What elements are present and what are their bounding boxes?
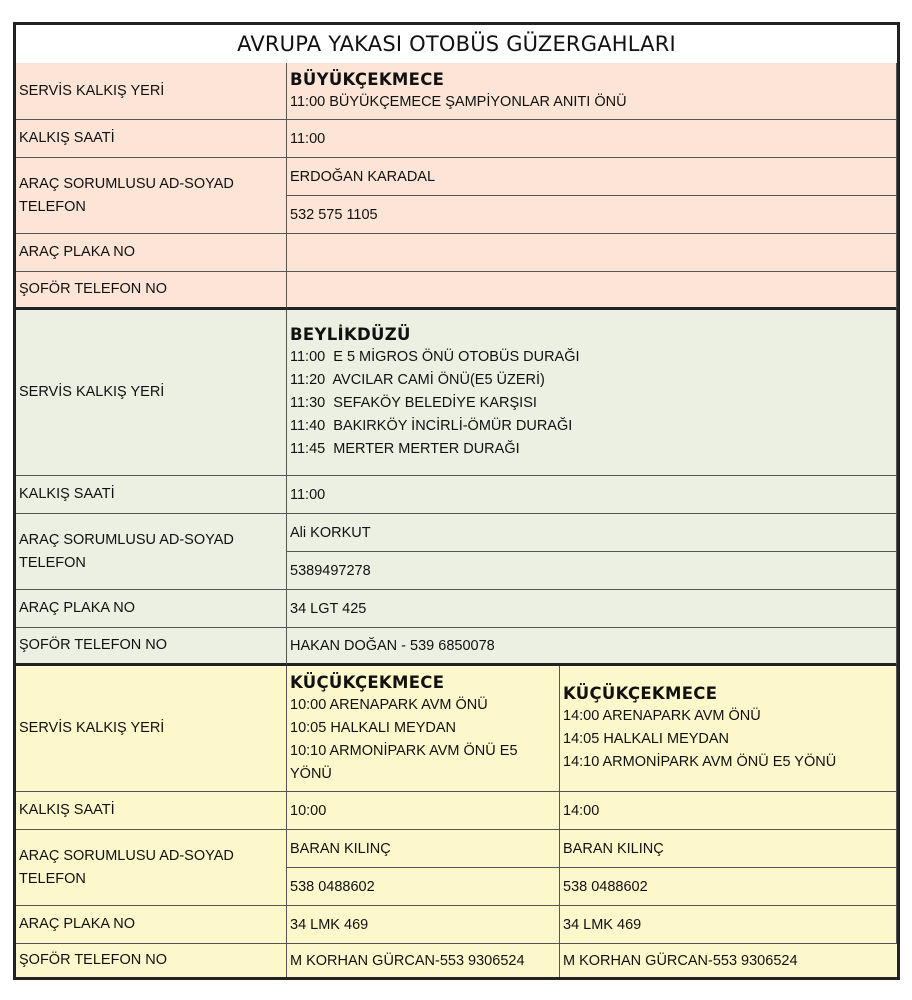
label-responsible <box>16 158 287 234</box>
label-driver-phone: ŞOFÖR TELEFON NO <box>16 944 287 977</box>
label-responsible <box>16 514 287 590</box>
label-plate: ARAÇ PLAKA NO <box>16 590 287 628</box>
label-departure-place: SERVİS KALKIŞ YERİ <box>16 666 287 792</box>
label-responsible-name: ARAÇ SORUMLUSU AD-SOYAD <box>19 847 234 864</box>
label-driver-phone: ŞOFÖR TELEFON NO <box>16 272 287 310</box>
route-heading: BEYLİKDÜZÜ <box>290 325 411 344</box>
plate-value-afternoon: 34 LMK 469 <box>560 906 897 944</box>
driver-phone-value <box>287 272 897 310</box>
route-heading: KÜÇÜKÇEKMECE <box>290 672 445 692</box>
departure-place-cell-morning <box>287 666 560 792</box>
stop-item: 10:10 ARMONİPARK AVM ÖNÜ E5 <box>290 742 518 759</box>
responsible-phone-value: 532 575 1105 <box>287 196 897 234</box>
stop-item: YÖNÜ <box>290 765 332 782</box>
departure-time-value: 11:00 <box>287 476 897 514</box>
label-responsible-phone: TELEFON <box>19 870 86 887</box>
departure-time-value: 11:00 <box>287 120 897 158</box>
route-table <box>13 22 900 980</box>
responsible-phone-value-morning: 538 0488602 <box>287 868 560 906</box>
label-responsible-name: ARAÇ SORUMLUSU AD-SOYAD <box>19 531 234 548</box>
plate-value: 34 LGT 425 <box>287 590 897 628</box>
label-departure-time: KALKIŞ SAATİ <box>16 792 287 830</box>
departure-time-value-morning: 10:00 <box>287 792 560 830</box>
driver-phone-value-morning: M KORHAN GÜRCAN-553 9306524 <box>287 944 560 977</box>
label-departure-time: KALKIŞ SAATİ <box>16 120 287 158</box>
responsible-name-value: Ali KORKUT <box>287 514 897 552</box>
stop-item: 11:45 MERTER MERTER DURAĞI <box>290 441 520 457</box>
route-heading: KÜÇÜKÇEKMECE <box>563 684 718 703</box>
label-driver-phone: ŞOFÖR TELEFON NO <box>16 628 287 666</box>
responsible-name-value-afternoon: BARAN KILINÇ <box>560 830 897 868</box>
stop-item: 10:00 ARENAPARK AVM ÖNÜ <box>290 696 488 713</box>
stop-item: 11:30 SEFAKÖY BELEDİYE KARŞISI <box>290 395 537 411</box>
responsible-phone-value-afternoon: 538 0488602 <box>560 868 897 906</box>
responsible-name-value: ERDOĞAN KARADAL <box>287 158 897 196</box>
label-responsible-phone: TELEFON <box>19 554 86 571</box>
stop-item: 11:40 BAKIRKÖY İNCİRLİ-ÖMÜR DURAĞI <box>290 418 573 434</box>
driver-phone-value: HAKAN DOĞAN - 539 6850078 <box>287 628 897 666</box>
stop-item: 11:20 AVCILAR CAMİ ÖNÜ(E5 ÜZERİ) <box>290 372 545 388</box>
responsible-phone-value: 5389497278 <box>287 552 897 590</box>
stop-item: 11:00 E 5 MİGROS ÖNÜ OTOBÜS DURAĞI <box>290 349 580 365</box>
departure-time-value-afternoon: 14:00 <box>560 792 897 830</box>
plate-value <box>287 234 897 272</box>
driver-phone-value-afternoon: M KORHAN GÜRCAN-553 9306524 <box>560 944 897 977</box>
departure-place-cell <box>287 310 897 476</box>
stop-item: 14:05 HALKALI MEYDAN <box>563 731 730 747</box>
label-departure-place: SERVİS KALKIŞ YERİ <box>16 310 287 476</box>
responsible-name-value-morning: BARAN KILINÇ <box>287 830 560 868</box>
stop-item: 14:00 ARENAPARK AVM ÖNÜ <box>563 708 761 724</box>
label-departure-place: SERVİS KALKIŞ YERİ <box>16 63 287 120</box>
label-responsible <box>16 830 287 906</box>
label-departure-time: KALKIŞ SAATİ <box>16 476 287 514</box>
departure-place-cell-afternoon <box>560 666 897 792</box>
label-responsible-phone: TELEFON <box>19 198 86 215</box>
page-title: AVRUPA YAKASI OTOBÜS GÜZERGAHLARI <box>16 25 897 66</box>
plate-value-morning: 34 LMK 469 <box>287 906 560 944</box>
stop-item: 10:05 HALKALI MEYDAN <box>290 719 457 736</box>
stop-item: 14:10 ARMONİPARK AVM ÖNÜ E5 YÖNÜ <box>563 754 837 770</box>
stop-item: 11:00 BÜYÜKÇEMECE ŞAMPİYONLAR ANITI ÖNÜ <box>290 93 627 110</box>
departure-place-cell <box>287 63 897 120</box>
label-plate: ARAÇ PLAKA NO <box>16 906 287 944</box>
label-plate: ARAÇ PLAKA NO <box>16 234 287 272</box>
route-heading: BÜYÜKÇEKMECE <box>290 69 445 89</box>
label-responsible-name: ARAÇ SORUMLUSU AD-SOYAD <box>19 175 234 192</box>
